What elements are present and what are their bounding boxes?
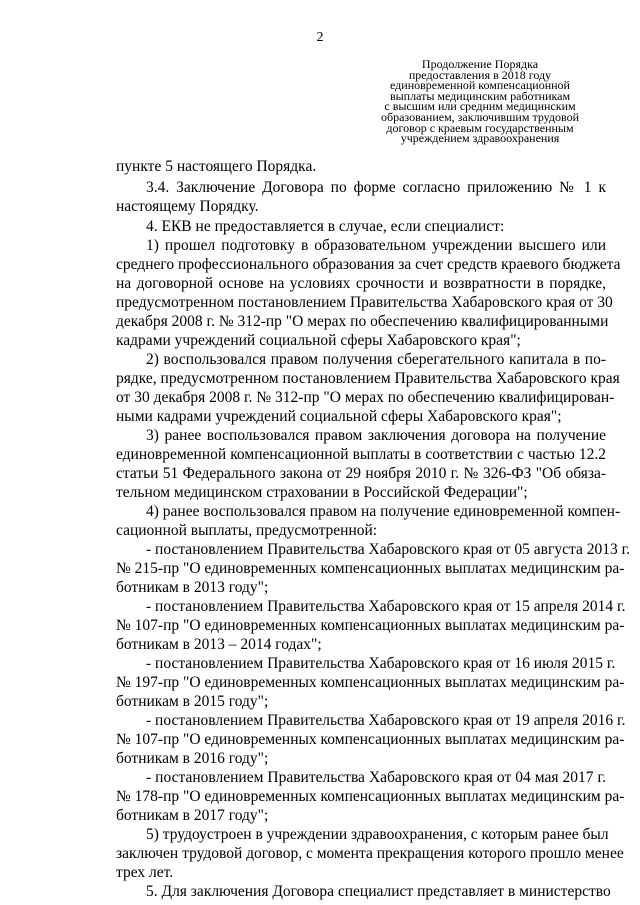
body-line: 2) воспользовался правом получения сберегательного капитала в по- — [146, 351, 606, 368]
body-line: 4. ЕКВ не предоставляется в случае, если специалист: — [146, 218, 505, 235]
body-line: кадрами учреждений социальной сферы Хабаровского края"; — [116, 332, 521, 349]
body-line: - постановлением Правительства Хабаровского края от 04 мая 2017 г. — [146, 769, 606, 786]
body-line: ботникам в 2013 году"; — [116, 579, 269, 596]
header-line: учреждением здравоохранения — [400, 131, 560, 146]
body-line: ботникам в 2017 году"; — [116, 807, 269, 824]
body-line: настоящему Порядку. — [116, 198, 259, 215]
body-line: предусмотренном постановлением Правительства Хабаровского края от 30 — [116, 294, 613, 311]
body-line: 1) прошел подготовку в образовательном учреждении высшего или — [146, 237, 606, 254]
header-line: Продолжение Порядка — [421, 57, 539, 71]
body-line: трех лет. — [116, 864, 174, 881]
body-line: - постановлением Правительства Хабаровского края от 16 июля 2015 г. — [146, 655, 616, 672]
body-line: единовременной компенсационной выплаты в соответствии с частью 12.2 — [116, 446, 606, 463]
header-line: образованием, заключившим трудовой — [380, 109, 580, 124]
body-line: - постановлением Правительства Хабаровского края от 05 августа 2013 г. — [146, 541, 631, 558]
header-line: предоставления в 2018 году — [408, 67, 552, 82]
header-line: единовременной компенсационной — [390, 78, 570, 93]
body-line: тельном медицинском страховании в Российской Федерации"; — [116, 484, 528, 501]
body-line: ботникам в 2015 году"; — [116, 693, 269, 710]
header-line: выплаты медицинским работникам — [389, 88, 571, 103]
header-continuation-note — [360, 59, 600, 144]
body-line: 3) ранее воспользовался правом заключения договора на получение — [146, 427, 606, 444]
body-line: № 215-пр "О единовременных компенсационных выплатах медицинским ра- — [116, 560, 625, 577]
body-line: 5) трудоустроен в учреждении здравоохранения, с которым ранее был — [146, 826, 609, 843]
page-number: 2 — [316, 30, 324, 45]
body-line: статьи 51 Федерального закона от 29 ноября 2010 г. № 326-ФЗ "Об обяза- — [116, 465, 606, 482]
header-line: договор с краевым государственным — [386, 120, 574, 135]
body-line: рядке, предусмотренном постановлением Правительства Хабаровского края — [116, 370, 620, 387]
body-line: среднего профессионального образования за счет средств краевого бюджета — [116, 256, 621, 273]
body-line: на договорной основе на условиях срочности и возвратности в порядке, — [116, 275, 606, 292]
body-line: 3.4. Заключение Договора по форме согласно приложению № 1 к — [146, 179, 606, 196]
body-line: сационной выплаты, предусмотренной: — [116, 522, 378, 539]
body-line: 5. Для заключения Договора специалист представляет в министерство — [146, 883, 611, 900]
body-line: от 30 декабря 2008 г. № 312-пр "О мерах по обеспечению квалифицирован- — [116, 389, 615, 406]
body-line: № 107-пр "О единовременных компенсационных выплатах медицинским ра- — [116, 731, 625, 748]
body-line: заключен трудовой договор, с момента прекращения которого прошло менее — [116, 845, 624, 862]
body-line: ботникам в 2013 – 2014 годах"; — [116, 636, 322, 653]
body-line: 4) ранее воспользовался правом на получение единовременной компен- — [146, 503, 621, 520]
body-line: ботникам в 2016 году"; — [116, 750, 269, 767]
body-line: № 197-пр "О единовременных компенсационных выплатах медицинским ра- — [116, 674, 625, 691]
body-line: пункте 5 настоящего Порядка. — [116, 158, 317, 175]
body-line: - постановлением Правительства Хабаровского края от 19 апреля 2016 г. — [146, 712, 626, 729]
body-line: декабря 2008 г. № 312-пр "О мерах по обеспечению квалифицированными — [116, 313, 609, 330]
header-line: с высшим или средним медицинским — [384, 99, 576, 114]
body-line: ными кадрами учреждений социальной сферы Хабаровского края"; — [116, 408, 562, 425]
body-line: - постановлением Правительства Хабаровского края от 15 апреля 2014 г. — [146, 598, 626, 615]
body-line: № 107-пр "О единовременных компенсационных выплатах медицинским ра- — [116, 617, 625, 634]
body-line: № 178-пр "О единовременных компенсационных выплатах медицинским ра- — [116, 788, 625, 805]
